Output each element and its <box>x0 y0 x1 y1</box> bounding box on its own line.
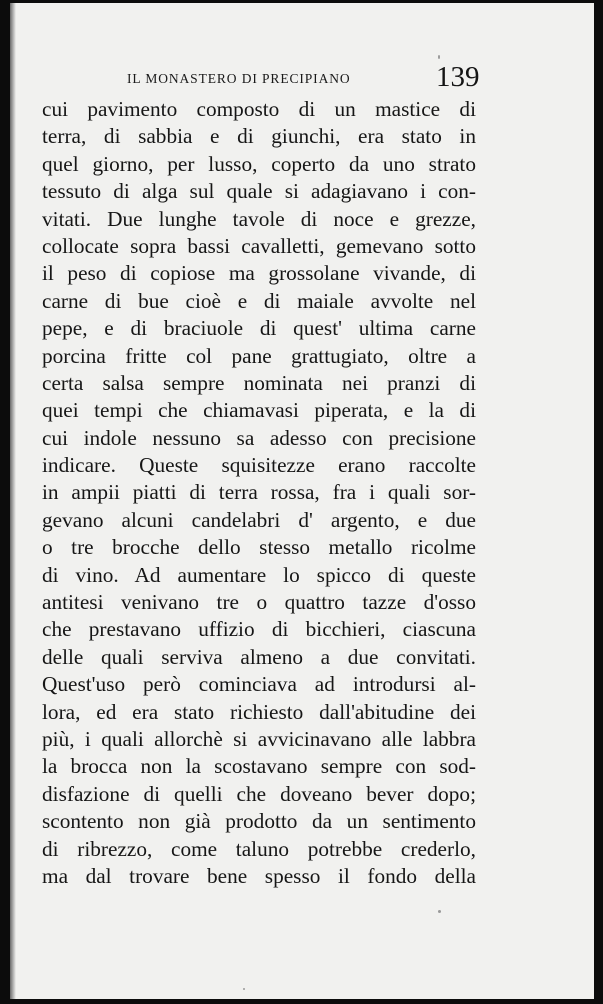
text-line: in ampii piatti di terra rossa, fra i quali sor- <box>42 480 476 505</box>
text-line: più, i quali allorchè si avvicinavano alle labbra <box>42 726 476 751</box>
text-line: o tre brocche dello stesso metallo ricolme <box>42 535 476 560</box>
text-line: che prestavano uffizio di bicchieri, ciascuna <box>42 617 476 642</box>
text-line: scontento non già prodotto da un sentimento <box>42 809 476 834</box>
text-line: carne di bue cioè e di maiale avvolte nel <box>42 288 476 313</box>
text-line: il peso di copiose ma grossolane vivande, di <box>42 261 476 286</box>
text-line: delle quali serviva almeno a due convitati. <box>42 644 476 669</box>
text-line: la brocca non la scostavano sempre con sod- <box>42 754 476 779</box>
text-line: cui indole nessuno sa adesso con precisione <box>42 425 476 450</box>
paper-speck <box>438 55 440 59</box>
text-line: quel giorno, per lusso, coperto da uno strato <box>42 151 476 176</box>
text-line: indicare. Queste squisitezze erano raccolte <box>42 453 476 478</box>
text-line: ma dal trovare bene spesso il fondo della <box>42 863 476 888</box>
text-line: di vino. Ad aumentare lo spicco di queste <box>42 562 476 587</box>
text-line: pepe, e di braciuole di quest' ultima carne <box>42 316 476 341</box>
book-page <box>10 3 594 999</box>
text-line: di ribrezzo, come taluno potrebbe crederlo, <box>42 836 476 861</box>
text-line: quei tempi che chiamavasi piperata, e la di <box>42 398 476 423</box>
text-line: tessuto di alga sul quale si adagiavano i con- <box>42 179 476 204</box>
text-line: antitesi venivano tre o quattro tazze d'osso <box>42 590 476 615</box>
paper-speck <box>438 910 441 913</box>
text-line: terra, di sabbia e di giunchi, era stato in <box>42 124 476 149</box>
page-number: 139 <box>436 61 480 93</box>
text-line: certa salsa sempre nominata nei pranzi di <box>42 370 476 395</box>
text-line: vitati. Due lunghe tavole di noce e grezze, <box>42 206 476 231</box>
text-line: lora, ed era stato richiesto dall'abitudine dei <box>42 699 476 724</box>
text-line: cui pavimento composto di un mastice di <box>42 97 476 121</box>
text-line: gevano alcuni candelabri d' argento, e due <box>42 507 476 532</box>
text-line: collocate sopra bassi cavalletti, gemevano sotto <box>42 233 476 258</box>
page-edge-shadow <box>10 3 16 999</box>
text-line: disfazione di quelli che doveano bever dopo; <box>42 781 476 806</box>
paper-speck <box>243 988 245 990</box>
body-text <box>42 96 476 890</box>
text-line: Quest'uso però cominciava ad introdursi al- <box>42 672 476 697</box>
running-header: IL MONASTERO DI PRECIPIANO <box>127 71 351 86</box>
text-line: porcina fritte col pane grattugiato, oltre a <box>42 343 476 368</box>
